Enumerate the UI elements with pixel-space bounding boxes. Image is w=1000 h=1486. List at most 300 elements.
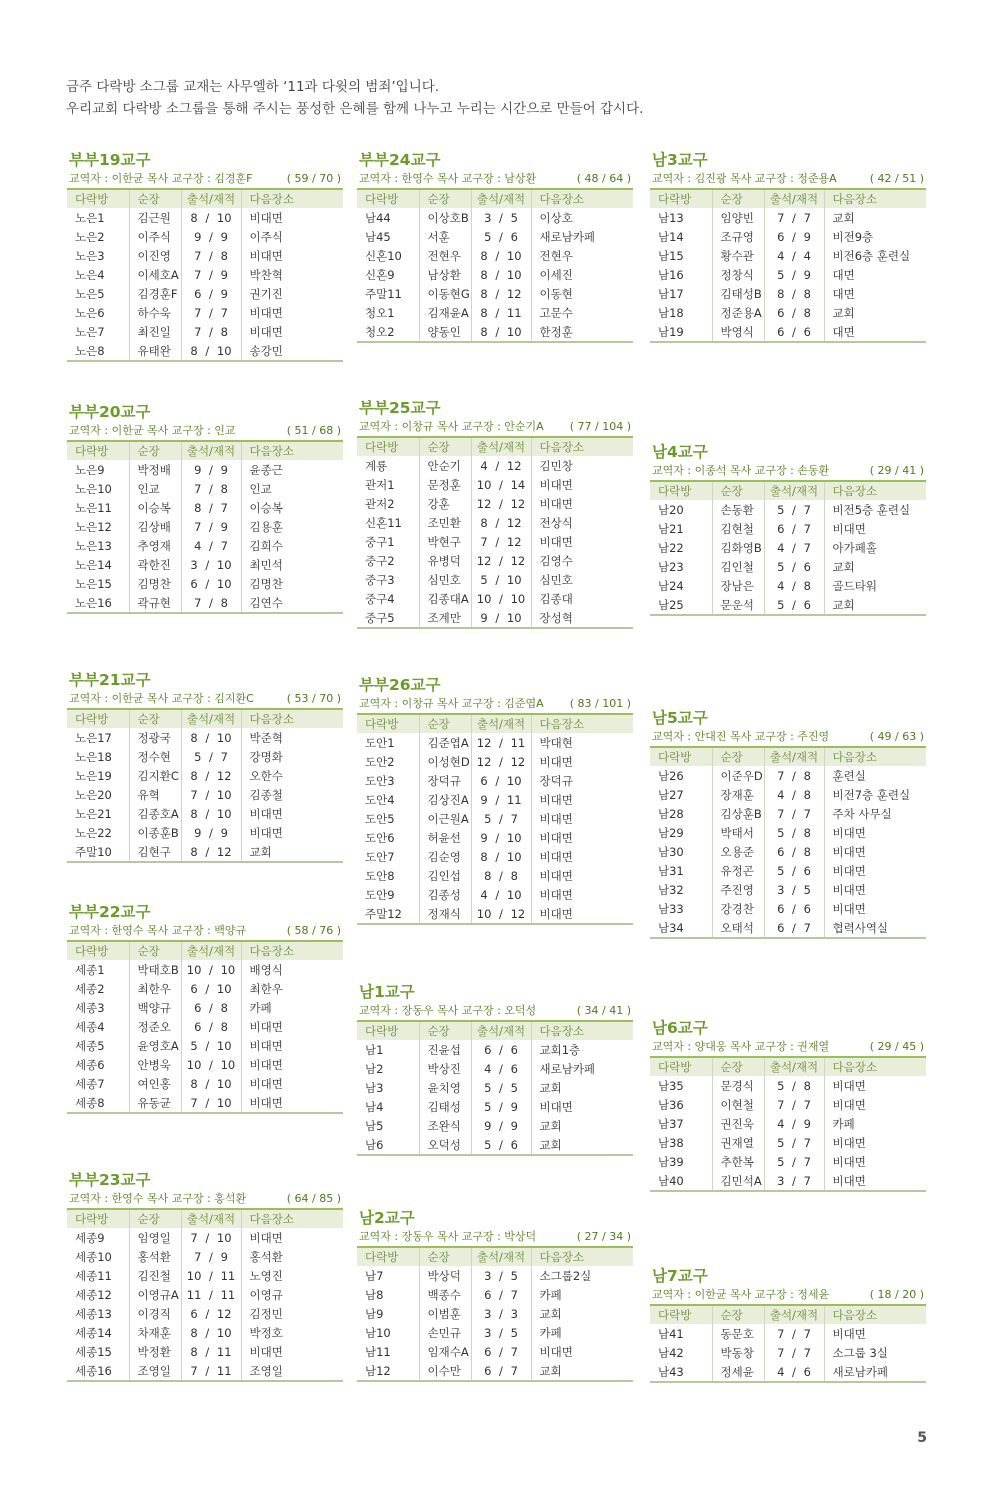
table-row [67, 498, 343, 517]
leader-name: 김경훈F [129, 284, 181, 303]
group-name: 남5 [365, 1118, 384, 1133]
leader-name: 김진철 [129, 1266, 181, 1285]
group-name: 남11 [365, 1344, 391, 1359]
column-header: 순장 [129, 1209, 181, 1228]
table-row [650, 500, 926, 519]
attendance-table [650, 480, 926, 616]
column-header: 출석/재적 [181, 441, 241, 460]
district-total: ( 59 / 70 ) [286, 172, 341, 185]
attendance: 7 / 9 [181, 517, 241, 536]
column-header: 다음장소 [241, 941, 343, 960]
next-location: 교회 [531, 1116, 633, 1135]
leader-name: 김민석A [712, 1171, 764, 1191]
district-title: 남3교구 [652, 151, 708, 169]
column-header: 순장 [419, 714, 471, 733]
attendance: 8 / 8 [471, 866, 531, 885]
attendance: 3 / 5 [471, 1323, 531, 1342]
attendance-table [650, 746, 926, 939]
table-row [357, 1078, 633, 1097]
leader-name: 추한복 [712, 1152, 764, 1171]
table-row [650, 576, 926, 595]
district-leaders: 교역자 : 장동우 목사 교구장 : 오덕성 [359, 1004, 537, 1017]
next-location: 비대면 [824, 1095, 926, 1114]
group-name: 노은14 [75, 557, 112, 572]
table-row [357, 265, 633, 284]
district-title: 부부23교구 [69, 1171, 151, 1189]
attendance: 5 / 10 [471, 570, 531, 589]
next-location: 김연수 [241, 593, 343, 613]
attendance: 7 / 9 [181, 265, 241, 284]
table-header-row [650, 747, 926, 766]
leader-name: 이종훈B [129, 823, 181, 842]
attendance: 7 / 8 [181, 322, 241, 341]
column-header: 출석/재적 [764, 747, 824, 766]
district-info [650, 462, 926, 480]
next-location: 소그룹2실 [531, 1266, 633, 1285]
next-location: 비대면 [241, 208, 343, 227]
attendance: 6 / 12 [181, 1304, 241, 1323]
leader-name: 조민환 [419, 513, 471, 532]
leader-name: 진윤섭 [419, 1040, 471, 1059]
next-location: 김정민 [241, 1304, 343, 1323]
attendance: 7 / 10 [181, 1093, 241, 1113]
attendance: 11 / 11 [181, 1285, 241, 1304]
next-location: 장덕규 [531, 771, 633, 790]
district-leaders: 교역자 : 한영수 목사 교구장 : 백양규 [69, 924, 247, 937]
attendance: 5 / 6 [764, 557, 824, 576]
leader-name: 허윤선 [419, 828, 471, 847]
next-location: 교회 [824, 557, 926, 576]
column-header: 다음장소 [241, 189, 343, 208]
attendance: 5 / 6 [471, 227, 531, 246]
attendance: 10 / 12 [471, 904, 531, 924]
table-row [67, 1304, 343, 1323]
table-row [357, 809, 633, 828]
group-name: 노은1 [75, 210, 105, 225]
next-location: 이승복 [241, 498, 343, 517]
next-location: 교회 [824, 303, 926, 322]
district-leaders: 교역자 : 이한균 목사 교구장 : 인교 [69, 424, 236, 437]
district-leaders: 교역자 : 이창규 목사 교구장 : 김준엽A [359, 697, 544, 710]
column-header: 순장 [419, 437, 471, 456]
attendance: 5 / 7 [471, 809, 531, 828]
attendance: 6 / 6 [764, 899, 824, 918]
next-location: 박정호 [241, 1323, 343, 1342]
district-leaders: 교역자 : 장동우 목사 교구장 : 박상덕 [359, 1230, 537, 1243]
next-location: 비대면 [824, 880, 926, 899]
table-row [67, 536, 343, 555]
attendance-table [650, 1056, 926, 1192]
group-name: 남32 [658, 882, 684, 897]
next-location: 비대면 [241, 1228, 343, 1247]
attendance: 12 / 12 [471, 494, 531, 513]
attendance: 8 / 10 [181, 208, 241, 227]
column-header: 순장 [419, 1247, 471, 1266]
leader-name: 박정배 [129, 460, 181, 479]
district-total: ( 51 / 68 ) [286, 424, 341, 437]
leader-name: 박동창 [712, 1343, 764, 1362]
leader-name: 장재훈 [712, 785, 764, 804]
next-location: 심민호 [531, 570, 633, 589]
district-box [67, 402, 343, 614]
column-header: 다락방 [650, 481, 712, 500]
leader-name: 김지환C [129, 766, 181, 785]
table-row [357, 532, 633, 551]
table-row [357, 570, 633, 589]
attendance-table [357, 436, 633, 629]
table-row [67, 208, 343, 227]
leader-name: 윤영호A [129, 1036, 181, 1055]
group-name: 남12 [357, 1361, 419, 1381]
column-header: 다락방 [650, 747, 712, 766]
group-name: 중구4 [365, 591, 395, 606]
table-row [357, 456, 633, 475]
group-name: 남24 [658, 578, 684, 593]
group-name: 신혼11 [365, 515, 402, 530]
district-total: ( 64 / 85 ) [286, 1192, 341, 1205]
district-leaders: 교역자 : 김진광 목사 교구장 : 정준용A [652, 172, 837, 185]
attendance: 7 / 8 [181, 246, 241, 265]
group-name: 도안8 [365, 868, 395, 883]
table-row [357, 475, 633, 494]
group-name: 남28 [658, 806, 684, 821]
leader-name: 오용준 [712, 842, 764, 861]
group-name: 남21 [658, 521, 684, 536]
group-name: 세종4 [75, 1019, 105, 1034]
next-location: 비대면 [241, 804, 343, 823]
column-header: 다락방 [67, 189, 129, 208]
group-name: 세종2 [75, 981, 105, 996]
next-location: 교회1층 [531, 1040, 633, 1059]
attendance: 6 / 8 [181, 998, 241, 1017]
group-name: 세종8 [67, 1093, 129, 1113]
leader-name: 유병덕 [419, 551, 471, 570]
next-location: 박대현 [531, 733, 633, 752]
next-location: 비대면 [241, 823, 343, 842]
leader-name: 여인홍 [129, 1074, 181, 1093]
group-name: 주말12 [357, 904, 419, 924]
attendance: 10 / 14 [471, 475, 531, 494]
next-location: 비전9층 [824, 227, 926, 246]
leader-name: 박영식 [712, 322, 764, 342]
attendance: 7 / 7 [764, 1324, 824, 1343]
leader-name: 박상덕 [419, 1266, 471, 1285]
table-row [650, 246, 926, 265]
district-leaders: 교역자 : 양대웅 목사 교구장 : 권재열 [652, 1040, 830, 1053]
column-header: 순장 [129, 189, 181, 208]
next-location: 카페 [241, 998, 343, 1017]
group-name: 노은17 [75, 730, 112, 745]
table-row [67, 322, 343, 341]
next-location: 비대면 [241, 303, 343, 322]
next-location: 한정훈 [531, 322, 633, 342]
column-header: 순장 [129, 441, 181, 460]
next-location: 교회 [241, 842, 343, 862]
group-name: 남45 [365, 229, 391, 244]
next-location: 강명화 [241, 747, 343, 766]
table-row [67, 766, 343, 785]
attendance: 6 / 7 [471, 1361, 531, 1381]
group-name: 남9 [365, 1306, 384, 1321]
attendance: 5 / 7 [181, 747, 241, 766]
table-row [357, 1304, 633, 1323]
attendance: 6 / 10 [181, 574, 241, 593]
leader-name: 문경식 [712, 1076, 764, 1095]
next-location: 비대면 [531, 494, 633, 513]
group-name: 남22 [658, 540, 684, 555]
leader-name: 유혁 [129, 785, 181, 804]
group-name: 남10 [365, 1325, 391, 1340]
attendance: 6 / 7 [764, 519, 824, 538]
next-location: 비대면 [531, 1342, 633, 1361]
table-row [67, 1017, 343, 1036]
group-name: 노은3 [75, 248, 105, 263]
leader-name: 전현우 [419, 246, 471, 265]
group-name: 남33 [658, 901, 684, 916]
group-name: 세종5 [75, 1038, 105, 1053]
district-box [357, 150, 633, 343]
attendance-table [67, 188, 343, 362]
table-row [67, 593, 343, 613]
next-location: 비대면 [531, 1097, 633, 1116]
group-name: 세종15 [75, 1344, 112, 1359]
attendance: 5 / 10 [181, 1036, 241, 1055]
attendance: 7 / 7 [181, 303, 241, 322]
next-location: 골드타워 [824, 576, 926, 595]
next-location: 교회 [824, 595, 926, 615]
attendance: 8 / 10 [181, 341, 241, 361]
group-name: 청오1 [365, 305, 395, 320]
next-location: 비대면 [824, 842, 926, 861]
leader-name: 오덕성 [419, 1135, 471, 1155]
leader-name: 김현철 [712, 519, 764, 538]
table-row [67, 265, 343, 284]
group-name: 노은18 [75, 749, 112, 764]
column-header: 다음장소 [531, 714, 633, 733]
table-row [67, 1228, 343, 1247]
group-name: 세종3 [75, 1000, 105, 1015]
district-leaders: 교역자 : 한영수 목사 교구장 : 남상환 [359, 172, 537, 185]
leader-name: 이수만 [419, 1361, 471, 1381]
leader-name: 백양규 [129, 998, 181, 1017]
column-header: 출석/재적 [471, 1247, 531, 1266]
attendance: 5 / 7 [764, 500, 824, 519]
intro-line-2: 우리교회 다락방 소그룹을 통해 주시는 풍성한 은혜를 함께 나누고 누리는 시간으로 만들어 갑시다. [66, 101, 644, 117]
next-location: 비대면 [824, 519, 926, 538]
group-name: 주말10 [67, 842, 129, 862]
next-location: 새로남카페 [531, 1059, 633, 1078]
next-location: 비대면 [824, 1076, 926, 1095]
next-location: 김영수 [531, 551, 633, 570]
group-name: 남17 [658, 286, 684, 301]
district-info [67, 690, 343, 708]
table-row [357, 551, 633, 570]
group-name: 남37 [658, 1116, 684, 1131]
leader-name: 오태석 [712, 918, 764, 938]
table-row [357, 1285, 633, 1304]
table-header-row [67, 441, 343, 460]
attendance: 8 / 11 [471, 303, 531, 322]
group-name: 남4 [365, 1099, 384, 1114]
next-location: 노영진 [241, 1266, 343, 1285]
group-name: 신혼9 [365, 267, 395, 282]
table-row [357, 284, 633, 303]
leader-name: 임재수A [419, 1342, 471, 1361]
group-name: 도안4 [365, 792, 395, 807]
leader-name: 김준엽A [419, 733, 471, 752]
table-row [357, 866, 633, 885]
group-name: 세종14 [75, 1325, 112, 1340]
table-row [357, 1059, 633, 1078]
district-leaders: 교역자 : 이한균 목사 교구장 : 김경훈F [69, 172, 253, 185]
column-header: 순장 [712, 189, 764, 208]
leader-name: 인교 [129, 479, 181, 498]
table-row [650, 766, 926, 785]
leader-name: 박정환 [129, 1342, 181, 1361]
next-location: 새로남카페 [824, 1362, 926, 1382]
group-name: 남26 [658, 768, 684, 783]
next-location: 훈련실 [824, 766, 926, 785]
leader-name: 박태호B [129, 960, 181, 979]
attendance: 6 / 8 [764, 303, 824, 322]
leader-name: 장남은 [712, 576, 764, 595]
district-box [67, 670, 343, 863]
attendance: 8 / 12 [181, 766, 241, 785]
district-box [67, 1170, 343, 1382]
table-row [650, 880, 926, 899]
leader-name: 주진영 [712, 880, 764, 899]
next-location: 비대면 [241, 1017, 343, 1036]
next-location: 비대면 [531, 866, 633, 885]
attendance: 6 / 10 [181, 979, 241, 998]
column-header: 다락방 [357, 189, 419, 208]
attendance: 9 / 10 [471, 608, 531, 628]
intro-line-1: 금주 다락방 소그룹 교재는 사무엘하 ‘11과 다윗의 범죄’입니다. [66, 79, 440, 95]
table-row [650, 1171, 926, 1191]
table-header-row [67, 709, 343, 728]
table-row [650, 208, 926, 227]
table-row [67, 517, 343, 536]
attendance: 3 / 10 [181, 555, 241, 574]
column-header: 다음장소 [531, 1021, 633, 1040]
column-header: 다음장소 [824, 481, 926, 500]
column-header: 출석/재적 [471, 189, 531, 208]
leader-name: 박태서 [712, 823, 764, 842]
table-row [357, 752, 633, 771]
next-location: 주차 사무실 [824, 804, 926, 823]
table-row [650, 265, 926, 284]
leader-name: 이상호B [419, 208, 471, 227]
leader-name: 이영규A [129, 1285, 181, 1304]
next-location: 비대면 [531, 904, 633, 924]
column-header: 순장 [129, 709, 181, 728]
district-leaders: 교역자 : 이한균 목사 교구장 : 김지환C [69, 692, 254, 705]
leader-name: 홍석환 [129, 1247, 181, 1266]
table-row [650, 861, 926, 880]
next-location: 장성혁 [531, 608, 633, 628]
group-name: 신혼10 [365, 248, 402, 263]
group-name: 남44 [365, 210, 391, 225]
group-name: 도안3 [365, 773, 395, 788]
leader-name: 이준우D [712, 766, 764, 785]
attendance: 6 / 8 [181, 1017, 241, 1036]
attendance: 9 / 9 [181, 460, 241, 479]
district-box [650, 1266, 926, 1383]
table-row [67, 804, 343, 823]
attendance: 5 / 8 [764, 823, 824, 842]
group-name: 노은8 [67, 341, 129, 361]
table-header-row [650, 1305, 926, 1324]
table-row [650, 1362, 926, 1382]
leader-name: 권진욱 [712, 1114, 764, 1133]
column-header: 다음장소 [241, 441, 343, 460]
group-name: 세종12 [75, 1287, 112, 1302]
attendance: 7 / 7 [764, 1095, 824, 1114]
table-row [650, 823, 926, 842]
next-location: 카페 [531, 1323, 633, 1342]
leader-name: 문운석 [712, 595, 764, 615]
attendance-table [357, 713, 633, 925]
table-row [357, 1040, 633, 1059]
group-name: 중구3 [365, 572, 395, 587]
next-location: 박준혁 [241, 728, 343, 747]
next-location: 비대면 [531, 532, 633, 551]
district-total: ( 42 / 51 ) [869, 172, 924, 185]
district-info [650, 1038, 926, 1056]
table-header-row [650, 189, 926, 208]
leader-name: 곽한진 [129, 555, 181, 574]
district-total: ( 18 / 20 ) [869, 1288, 924, 1301]
column-header: 다락방 [357, 1247, 419, 1266]
district-leaders: 교역자 : 한영수 목사 교구장 : 홍석환 [69, 1192, 247, 1205]
leader-name: 이주식 [129, 227, 181, 246]
group-name: 중구5 [357, 608, 419, 628]
attendance: 4 / 9 [764, 1114, 824, 1133]
attendance: 4 / 4 [764, 246, 824, 265]
attendance: 7 / 8 [764, 766, 824, 785]
next-location: 윤종근 [241, 460, 343, 479]
column-header: 순장 [712, 1057, 764, 1076]
table-row [650, 1114, 926, 1133]
group-name: 남40 [650, 1171, 712, 1191]
table-row [357, 828, 633, 847]
next-location: 김종철 [241, 785, 343, 804]
group-name: 노은19 [75, 768, 112, 783]
leader-name: 임양빈 [712, 208, 764, 227]
group-name: 노은16 [67, 593, 129, 613]
table-header-row [357, 189, 633, 208]
group-name: 도안6 [365, 830, 395, 845]
attendance: 6 / 6 [764, 322, 824, 342]
group-name: 남43 [650, 1362, 712, 1382]
table-row [650, 1076, 926, 1095]
attendance: 4 / 8 [764, 785, 824, 804]
district-info [67, 170, 343, 188]
column-header: 다락방 [67, 1209, 129, 1228]
attendance: 7 / 11 [181, 1361, 241, 1381]
leader-name: 백종수 [419, 1285, 471, 1304]
column-header: 순장 [419, 1021, 471, 1040]
district-box [67, 902, 343, 1114]
leader-name: 유태완 [129, 341, 181, 361]
district-title: 남7교구 [652, 1267, 708, 1285]
column-header: 다음장소 [824, 189, 926, 208]
table-row [357, 1361, 633, 1381]
group-name: 노은13 [75, 538, 112, 553]
column-header: 출석/재적 [764, 481, 824, 500]
attendance: 8 / 10 [471, 265, 531, 284]
next-location: 비대면 [531, 885, 633, 904]
